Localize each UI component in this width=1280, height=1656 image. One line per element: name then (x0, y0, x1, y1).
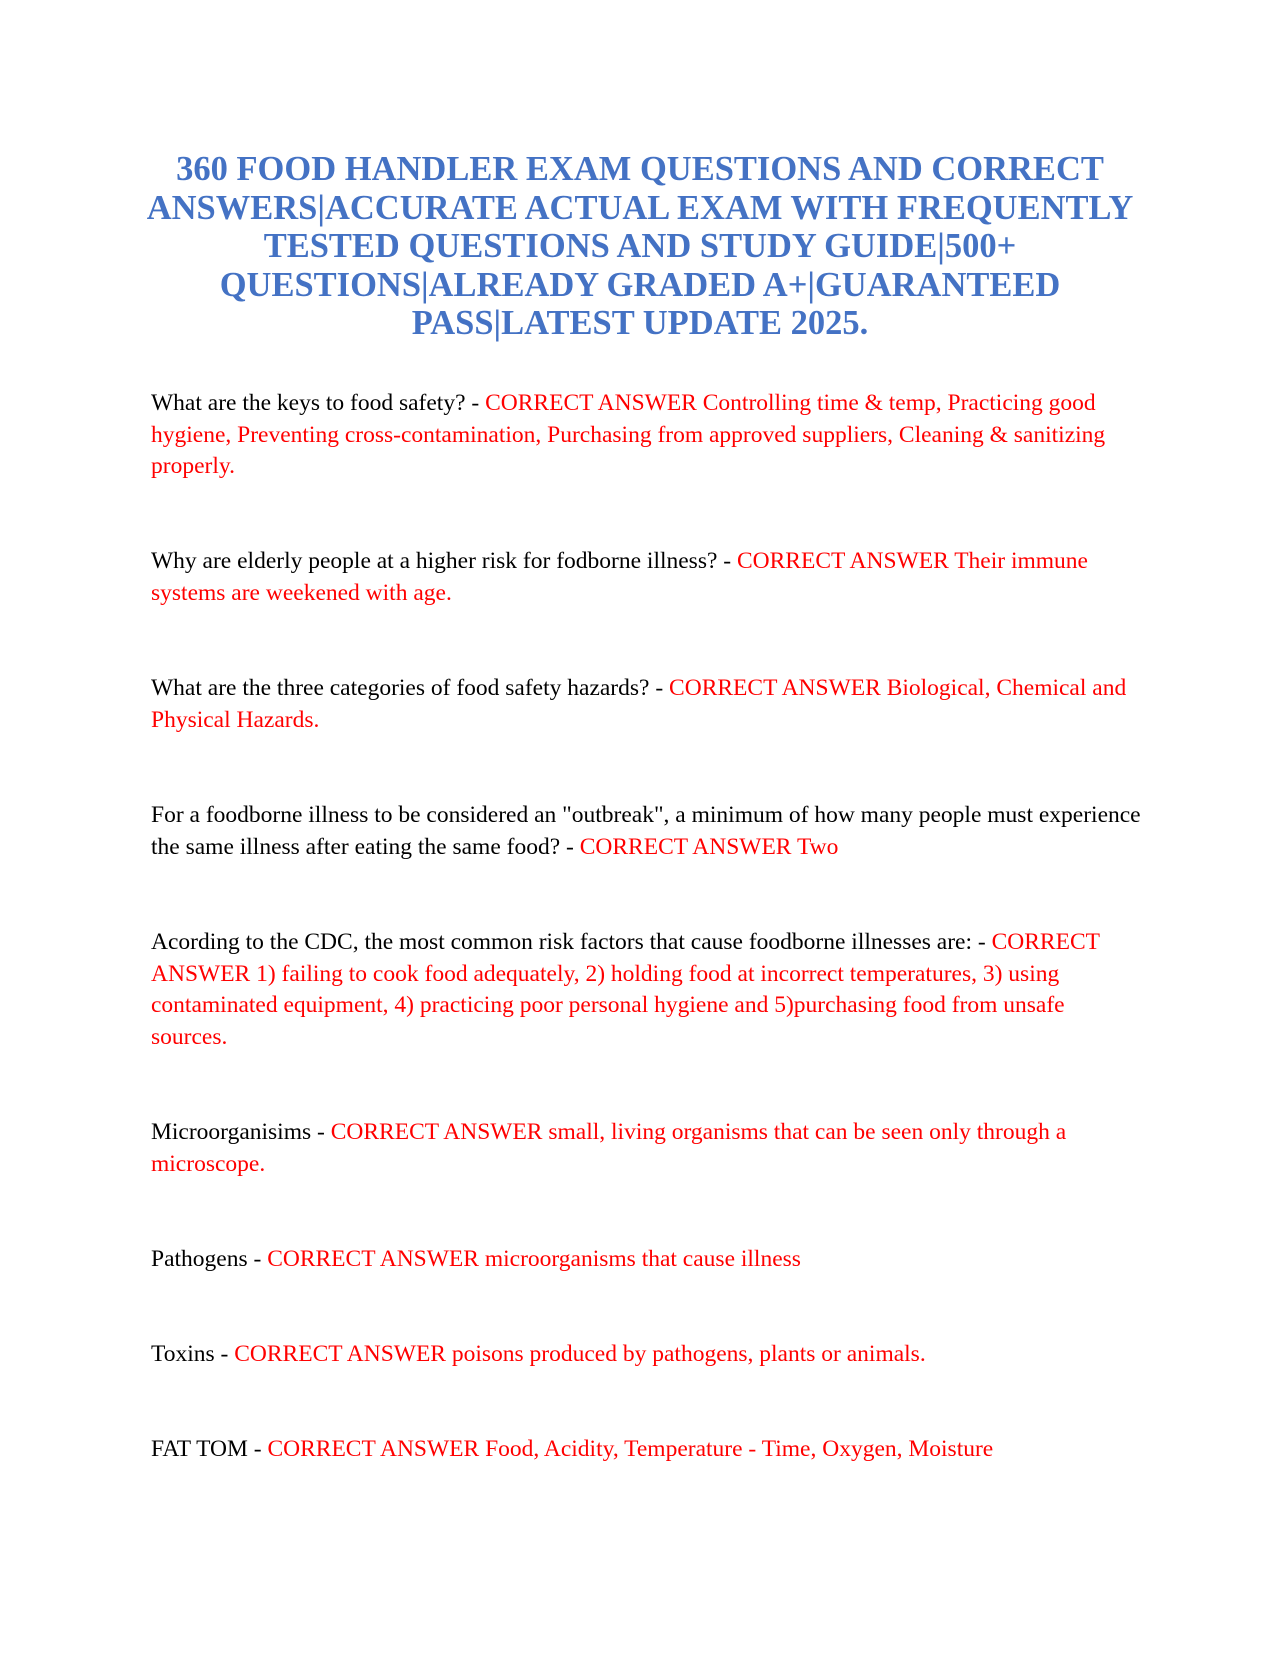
question-text: FAT TOM (151, 1436, 248, 1462)
qa-item (151, 673, 1141, 736)
answer-text: Two (796, 833, 839, 860)
qa-item (151, 800, 1141, 863)
question-separator: - (247, 1246, 268, 1272)
question-text: For a foodborne illness to be considered an "outbreak", a minimum of how many people must experience the same illness after eating the same food? (151, 802, 1141, 860)
question-separator: - (214, 1341, 235, 1367)
answer-text: small, living organisms that can be seen only through a microscope. (151, 1119, 1067, 1177)
question-text: Toxins (151, 1341, 215, 1367)
answer-label: CORRECT ANSWER (669, 675, 881, 701)
answer-text: Food, Acidity, Temperature - Time, Oxygen, Moisture (485, 1436, 994, 1462)
qa-item (151, 1244, 1141, 1276)
answer-text: Biological, Chemical and Physical Hazards. (151, 675, 1127, 733)
qa-item (151, 388, 1141, 483)
question-separator: - (311, 1119, 331, 1145)
answer-text: 1) failing to cook food adequately, 2) holding food at incorrect temperatures, 3) using contaminated equipment, 4) practicing poor personal hygiene and 5)purchasing food from unsafe sources. (151, 960, 1065, 1050)
question-separator: - (717, 548, 737, 574)
answer-label: CORRECT ANSWER (736, 548, 949, 574)
document-title: 360 FOOD HANDLER EXAM QUESTIONS AND CORRECT ANSWERS|ACCURATE ACTUAL EXAM WITH FREQUENTLY TESTED QUESTIONS AND STUDY GUIDE|500+ QUESTIONS|ALREADY GRADED A+|GUARANTEED PASS|LATEST UPDATE 2025. (146, 150, 1134, 342)
question-text: What are the three categories of food safety hazards? (151, 675, 650, 701)
answer-label: CORRECT ANSWER (267, 1436, 480, 1462)
question-text: Why are elderly people at a higher risk for fodborne illness? (151, 548, 718, 574)
answer-text: Controlling time & temp, Practicing good hygiene, Preventing cross-contamination, Purchasing from approved suppliers, Cleaning & sanitizing properly. (151, 390, 1106, 479)
qa-item (151, 1117, 1141, 1180)
answer-label: CORRECT ANSWER (330, 1119, 543, 1145)
answer-label: CORRECT ANSWER (485, 390, 697, 416)
question-text: Microorganisims (151, 1119, 312, 1145)
question-separator: - (247, 1436, 268, 1462)
answer-text: microorganisms that cause illness (484, 1246, 801, 1272)
answer-label: CORRECT ANSWER (151, 929, 1100, 987)
answer-label: CORRECT ANSWER (234, 1341, 446, 1367)
question-separator: - (972, 929, 992, 955)
question-text: What are the keys to food safety? (151, 390, 466, 416)
qa-item (151, 927, 1141, 1053)
answer-label: CORRECT ANSWER (579, 833, 792, 860)
answer-text: poisons produced by pathogens, plants or animals. (451, 1341, 926, 1367)
question-separator: - (649, 675, 670, 701)
question-text: Acording to the CDC, the most common risk factors that cause foodborne illnesses are: (151, 929, 973, 955)
answer-text: Their immune systems are weekened with age. (151, 548, 1088, 606)
question-separator: - (560, 833, 580, 860)
question-separator: - (465, 390, 486, 416)
answer-label: CORRECT ANSWER (267, 1246, 479, 1272)
qa-item (151, 546, 1141, 609)
qa-item (151, 1339, 1141, 1371)
qa-item (151, 1434, 1141, 1466)
question-text: Pathogens (151, 1246, 248, 1272)
